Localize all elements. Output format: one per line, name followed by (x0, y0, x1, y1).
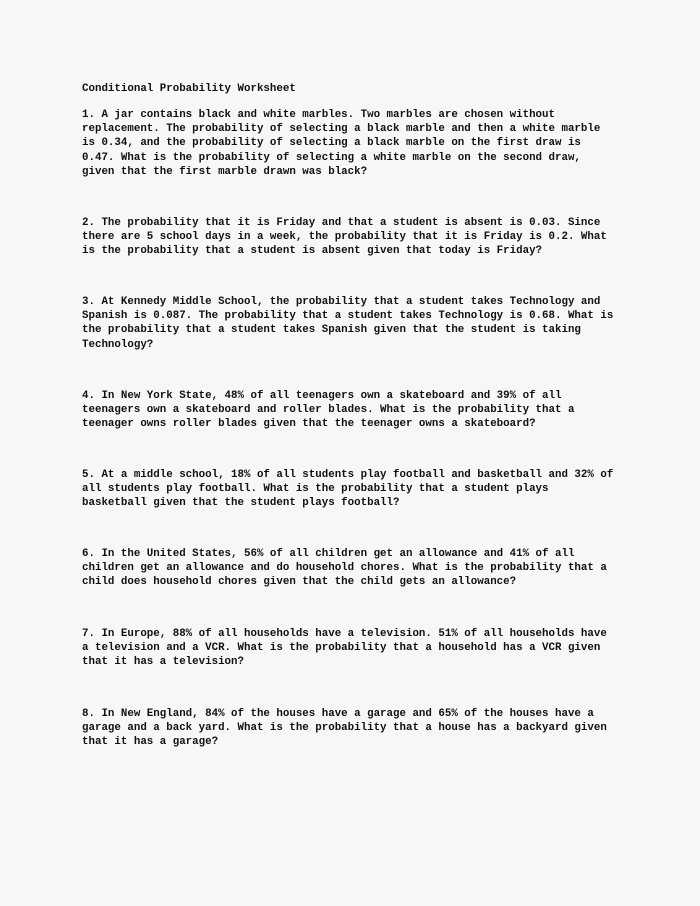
question-1: 1. A jar contains black and white marbles. Two marbles are chosen without replacement. The probability of selecting a black marble and then a white marble is 0.34, and the probability of selecting a black marble on the first draw is 0.47. What is the probability of selecting a white marble on the second draw, given that the first marble drawn was black? (82, 109, 601, 178)
question-7: 7. In Europe, 88% of all households have a television. 51% of all households have a television and a VCR. What is the probability that a household has a VCR given that it has a television? (82, 628, 607, 669)
question-8: 8. In New England, 84% of the houses have a garage and 65% of the houses have a garage and a back yard. What is the probability that a house has a backyard given that it has a garage? (82, 708, 607, 749)
question-4: 4. In New York State, 48% of all teenagers own a skateboard and 39% of all teenagers own a skateboard and roller blades. What is the probability that a teenager owns roller blades given that the teenager owns a skateboard? (82, 390, 575, 431)
question-6: 6. In the United States, 56% of all children get an allowance and 41% of all children get an allowance and do household chores. What is the probability that a child does household chores given that the child gets an allowance? (82, 548, 607, 589)
question-5: 5. At a middle school, 18% of all students play football and basketball and 32% of all students play football. What is the probability that a student plays basketball given that the student plays football? (82, 469, 614, 510)
worksheet-title: Conditional Probability Worksheet (82, 83, 296, 95)
question-3: 3. At Kennedy Middle School, the probability that a student takes Technology and Spanish is 0.087. The probability that a student takes Technology is 0.68. What is the probability that a student takes Spanish given that the student is taking Technology? (82, 296, 614, 351)
question-2: 2. The probability that it is Friday and that a student is absent is 0.03. Since there are 5 school days in a week, the probability that it is Friday is 0.2. What is the probability that a student is absent given that today is Friday? (82, 217, 607, 258)
